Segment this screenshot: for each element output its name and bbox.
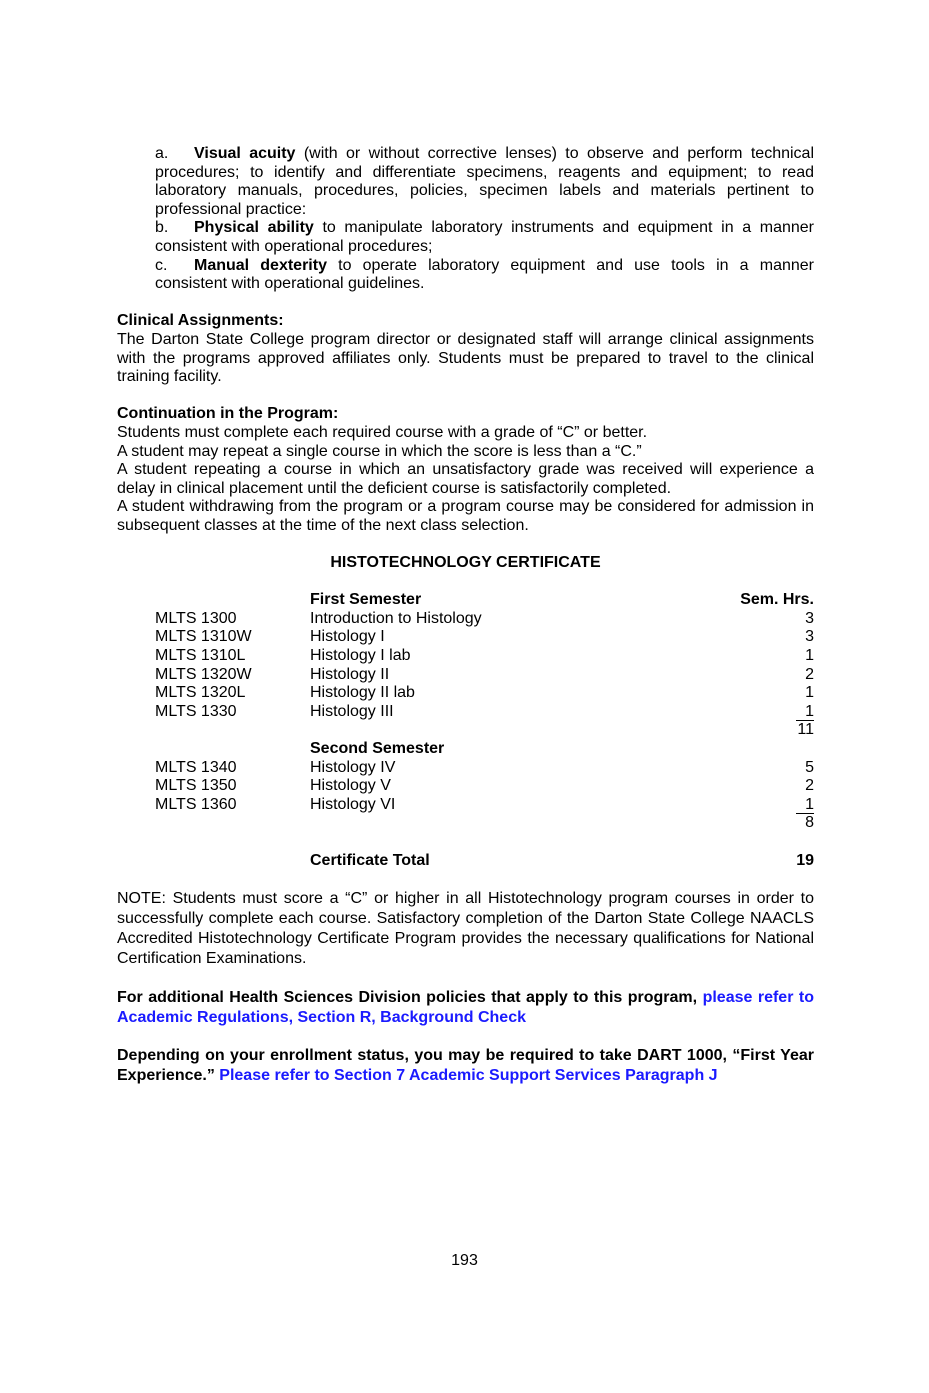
policy-text: For additional Health Sciences Division policies that apply to this program, <box>117 988 703 1006</box>
course-hours: 3 <box>805 609 814 627</box>
policy-link[interactable]: please refer to Academic Regulations, Section R, Background Check <box>117 988 815 1026</box>
course-hours: 3 <box>805 628 814 646</box>
course-title: Histology IV <box>310 758 396 776</box>
course-title: Histology V <box>310 777 391 795</box>
subtotal-row <box>155 814 814 833</box>
dart-paragraph <box>117 1046 814 1086</box>
requirement-term: Manual dexterity <box>194 256 327 274</box>
course-code: MLTS 1310W <box>155 628 252 646</box>
dart-text: Depending on your enrollment status, you may be required to take DART 1000, “First Year Experience.” <box>117 1047 814 1085</box>
table-row <box>155 796 814 815</box>
dart-link[interactable]: Please refer to Section 7 Academic Support Services Paragraph J <box>219 1067 718 1085</box>
course-title: Introduction to Histology <box>310 609 482 627</box>
requirement-letter: b. <box>155 219 169 237</box>
certificate-total-label: Certificate Total <box>310 851 430 869</box>
course-code: MLTS 1320W <box>155 665 252 683</box>
course-title: Histology III <box>310 702 394 720</box>
course-hours: 1 <box>805 647 814 665</box>
requirement-text: to manipulate laboratory instruments and equipment in a manner consistent with operational procedures; <box>155 219 815 255</box>
course-hours: 1 <box>805 684 814 702</box>
requirement-item <box>155 219 814 256</box>
table-row <box>155 628 814 647</box>
semester-header-row <box>155 591 814 610</box>
hours-header: Sem. Hrs. <box>740 591 814 609</box>
total-row <box>155 852 814 871</box>
requirement-item <box>155 257 814 294</box>
course-code: MLTS 1340 <box>155 758 237 776</box>
course-table <box>155 591 814 870</box>
requirement-letter: c. <box>155 256 168 274</box>
table-row <box>155 647 814 666</box>
requirement-letter: a. <box>155 145 169 162</box>
course-title: Histology I <box>310 628 385 646</box>
continuation-line: Students must complete each required course with a grade of “C” or better. <box>117 423 648 441</box>
course-title: Histology II lab <box>310 684 415 702</box>
course-hours: 5 <box>805 758 814 776</box>
clinical-heading: Clinical Assignments: <box>117 312 284 330</box>
table-row <box>155 610 814 629</box>
requirement-item <box>155 145 814 219</box>
course-code: MLTS 1360 <box>155 795 237 813</box>
note-paragraph: NOTE: Students must score a “C” or higher in all Histotechnology program courses in order to successfully complete each course. Satisfactory completion of the Darton State College NAACLS Accredited Histotechnology Certificate Program provides the necessary qualifications for National Certification Examinations. <box>117 890 814 968</box>
table-row <box>155 759 814 778</box>
continuation-line: A student may repeat a single course in which the score is less than a “C.” <box>117 442 642 460</box>
requirement-term: Visual acuity <box>194 145 296 162</box>
semester-name: Second Semester <box>310 740 445 757</box>
clinical-text: The Darton State College program director or designated staff will arrange clinical assignments with the programs approved affiliates only. Students must be prepared to travel to the clinical training facility. <box>117 330 814 386</box>
continuation-line: A student withdrawing from the program or a program course may be considered for admission in subsequent classes at the time of the next class selection. <box>117 498 814 534</box>
course-code: MLTS 1310L <box>155 647 246 665</box>
continuation-line: A student repeating a course in which an unsatisfactory grade was received will experience a delay in clinical placement until the deficient course is satisfactorily completed. <box>117 461 814 497</box>
requirements-list <box>155 145 814 294</box>
course-code: MLTS 1320L <box>155 684 246 702</box>
table-row <box>155 777 814 796</box>
semester-name: First Semester <box>310 591 422 609</box>
course-title: Histology II <box>310 665 390 683</box>
course-title: Histology I lab <box>310 647 411 665</box>
semester-subtotal: 8 <box>805 814 814 832</box>
page-number: 193 <box>451 1252 478 1269</box>
requirement-text: to operate laboratory equipment and use tools in a manner consistent with operational guidelines. <box>155 256 814 293</box>
requirement-text: (with or without corrective lenses) to observe and perform technical procedures; to identify and differentiate specimens, reagents and equipment; to read laboratory manuals, procedures, policies, specimen labels and materials pertinent to professional practice: <box>155 145 814 218</box>
course-code: MLTS 1330 <box>155 702 237 720</box>
certificate-total-value: 19 <box>796 851 814 869</box>
certificate-title: HISTOTECHNOLOGY CERTIFICATE <box>330 554 601 572</box>
continuation-heading: Continuation in the Program: <box>117 405 339 423</box>
course-code: MLTS 1300 <box>155 609 237 627</box>
course-hours: 1 <box>796 796 814 815</box>
subtotal-row <box>155 721 814 740</box>
course-hours: 2 <box>805 777 814 795</box>
policy-paragraph <box>117 988 814 1028</box>
semester-subtotal: 11 <box>797 721 814 739</box>
semester-header-row <box>155 740 814 759</box>
requirement-term: Physical ability <box>194 219 314 237</box>
document-page <box>117 145 814 1086</box>
course-code: MLTS 1350 <box>155 777 237 795</box>
course-title: Histology VI <box>310 795 396 813</box>
table-row <box>155 666 814 685</box>
course-hours: 1 <box>796 703 814 722</box>
course-hours: 2 <box>805 665 814 683</box>
table-row <box>155 684 814 703</box>
table-row <box>155 703 814 722</box>
